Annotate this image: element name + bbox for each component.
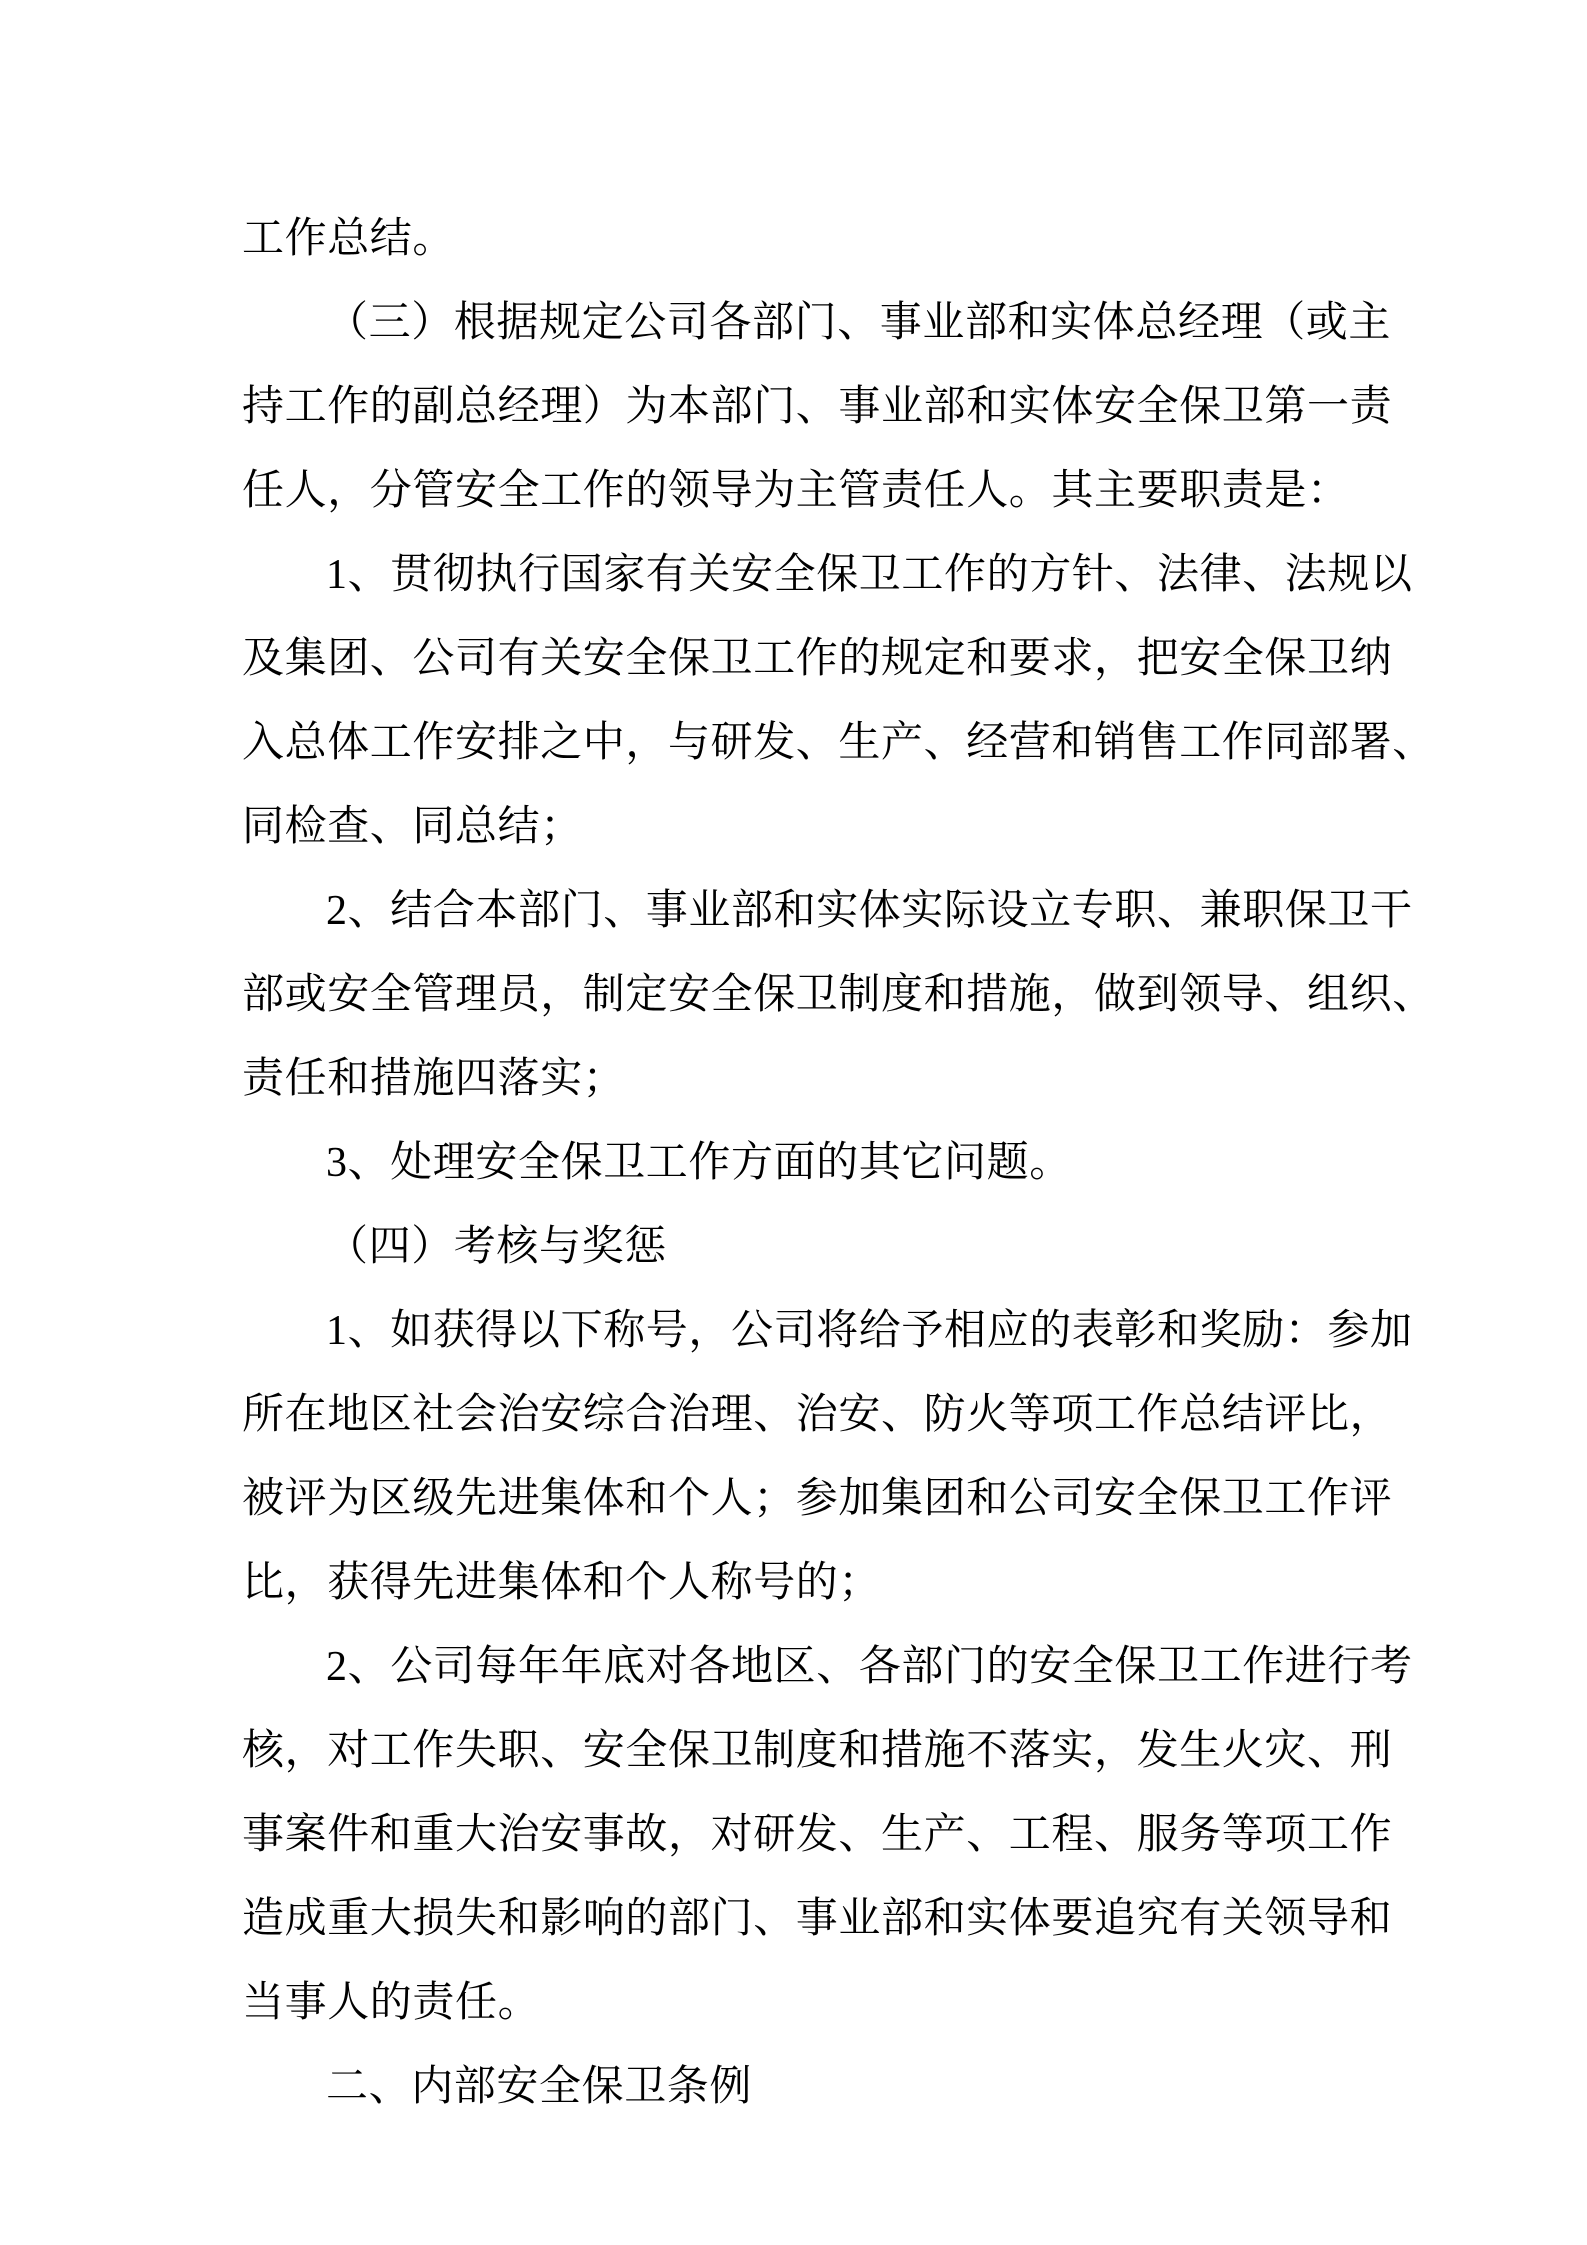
text-line: 当事人的责任。	[242, 1980, 541, 2026]
text-line: 3、处理安全保卫工作方面的其它问题。	[326, 1140, 1072, 1186]
text-line: 2、结合本部门、事业部和实体实际设立专职、兼职保卫干	[326, 888, 1413, 934]
text-line: 任人，分管安全工作的领导为主管责任人。其主要职责是：	[242, 468, 1350, 514]
text-line: 所在地区社会治安综合治理、治安、防火等项工作总结评比，	[242, 1392, 1393, 1438]
text-line: 1、如获得以下称号，公司将给予相应的表彰和奖励：参加	[326, 1308, 1413, 1354]
text-line: 责任和措施四落实；	[242, 1056, 626, 1102]
text-line: （三）根据规定公司各部门、事业部和实体总经理（或主	[326, 300, 1392, 346]
text-line: 入总体工作安排之中，与研发、生产、经营和销售工作同部署、	[242, 720, 1435, 766]
text-line: 持工作的副总经理）为本部门、事业部和实体安全保卫第一责	[242, 384, 1393, 430]
text-line: 事案件和重大治安事故，对研发、生产、工程、服务等项工作	[242, 1812, 1393, 1858]
text-line: 1、贯彻执行国家有关安全保卫工作的方针、法律、法规以	[326, 552, 1413, 598]
text-line: 部或安全管理员，制定安全保卫制度和措施，做到领导、组织、	[242, 972, 1435, 1018]
text-line: 工作总结。	[242, 216, 456, 262]
document-text-block	[242, 197, 1435, 2129]
text-line: 比，获得先进集体和个人称号的；	[242, 1560, 882, 1606]
text-line: 二、内部安全保卫条例	[326, 2064, 753, 2110]
text-line: 2、公司每年年底对各地区、各部门的安全保卫工作进行考	[326, 1644, 1413, 1690]
text-line: 及集团、公司有关安全保卫工作的规定和要求，把安全保卫纳	[242, 636, 1393, 682]
text-line: 被评为区级先进集体和个人；参加集团和公司安全保卫工作评	[242, 1476, 1393, 1522]
text-line: 核，对工作失职、安全保卫制度和措施不落实，发生火灾、刑	[242, 1728, 1393, 1774]
text-line: （四）考核与奖惩	[326, 1224, 667, 1270]
text-line: 造成重大损失和影响的部门、事业部和实体要追究有关领导和	[242, 1896, 1393, 1942]
text-line: 同检查、同总结；	[242, 804, 583, 850]
